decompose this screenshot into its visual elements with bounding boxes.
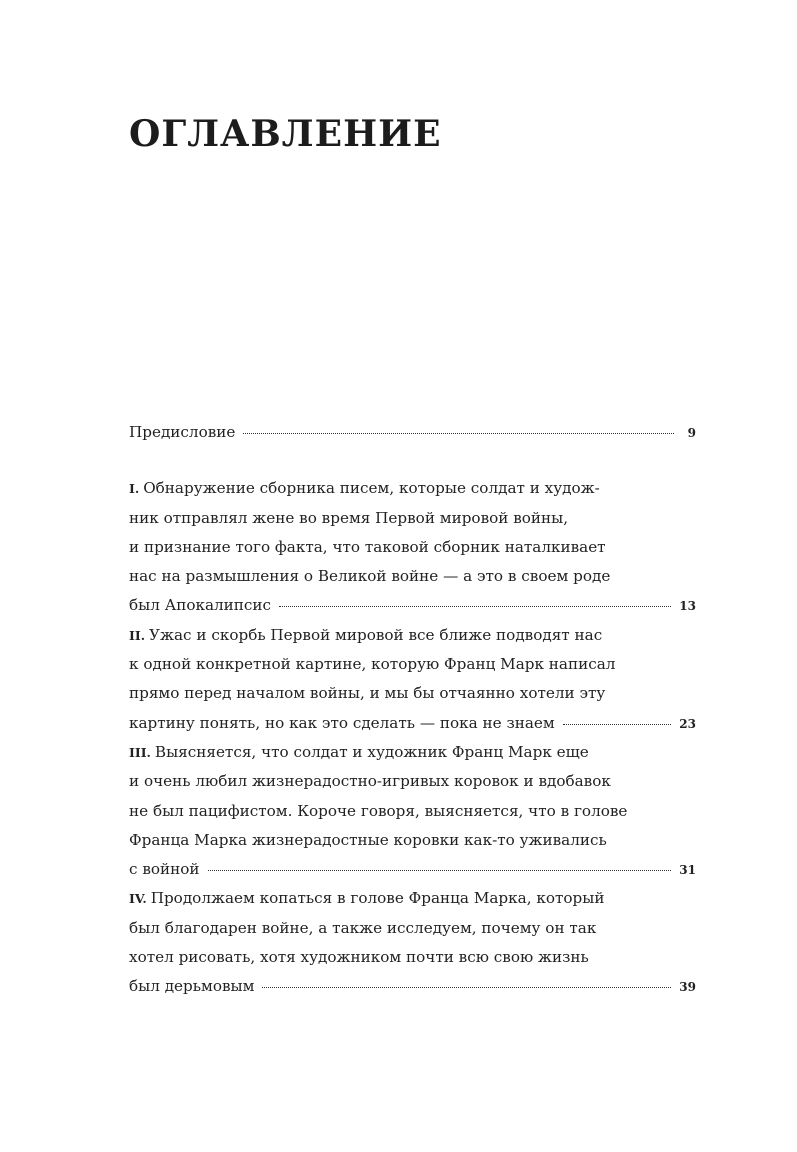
toc-entry-chapter-1[interactable] (129, 474, 696, 620)
chapter-numeral: IV. (129, 891, 147, 907)
page-title: ОГЛАВЛЕНИЕ (129, 113, 442, 155)
toc-entry-text: Ужас и скорбь Первой мировой все ближе подводят нас (149, 625, 603, 644)
toc-entry-line (129, 679, 696, 708)
toc-entry-text: прямо перед началом войны, и мы бы отчаянно хотели эту (129, 684, 606, 703)
toc-entry-chapter-3[interactable] (129, 738, 696, 884)
toc-entry-text: и признание того факта, что таковой сборник наталкивает (129, 537, 606, 556)
toc-entry-text: был дерьмовым (129, 977, 255, 996)
toc-entry-line (129, 591, 696, 620)
toc-entry-chapter-2[interactable] (129, 621, 696, 738)
dot-leader (279, 606, 671, 607)
toc-page-number: 31 (679, 863, 696, 878)
toc-entry-line (129, 621, 696, 650)
toc-entry-preface[interactable] (129, 418, 696, 447)
toc-entry-line (129, 826, 696, 855)
toc-entry-line (129, 797, 696, 826)
toc-page-number: 23 (679, 716, 696, 731)
toc-entry-text: картину понять, но как это сделать — пока не знаем (129, 713, 555, 732)
toc-entry-text: нас на размышления о Великой войне — а это в своем роде (129, 567, 611, 586)
toc-entry-line (129, 709, 696, 738)
toc-entry-line (129, 972, 696, 1001)
toc-entry-text: не был пацифистом. Короче говоря, выясняется, что в голове (129, 801, 628, 820)
toc-entry-text: с войной (129, 860, 200, 879)
toc-entry-text: хотел рисовать, хотя художником почти всю свою жизнь (129, 948, 589, 967)
toc-entry-line (129, 767, 696, 796)
toc-entry-line (129, 943, 696, 972)
toc-entry-text: был Апокалипсис (129, 596, 272, 615)
toc-entry-label: Предисловие (129, 423, 236, 441)
toc-entry-text: и очень любил жизнерадостно-игривых коровок и вдобавок (129, 772, 611, 791)
toc-entry-line (129, 562, 696, 591)
toc-entry-line (129, 650, 696, 679)
toc-entry-text: был благодарен войне, а также исследуем, почему он так (129, 918, 597, 937)
chapter-numeral: III. (129, 744, 151, 760)
toc-entry-chapter-4[interactable] (129, 884, 696, 1001)
toc-entry-text: ник отправлял жене во время Первой мировой войны, (129, 508, 569, 527)
dot-leader (563, 724, 672, 725)
dot-leader (208, 870, 672, 871)
chapter-numeral: II. (129, 627, 146, 643)
chapter-numeral: I. (129, 481, 140, 497)
toc-entry-line (129, 738, 696, 767)
toc-entry-text: Франца Марка жизнерадостные коровки как-то уживались (129, 830, 607, 849)
toc-page-number: 9 (687, 426, 696, 440)
table-of-contents (129, 418, 696, 1002)
toc-entry-text: Выясняется, что солдат и художник Франц Марк еще (154, 742, 589, 761)
toc-entry-line (129, 533, 696, 562)
toc-entry-text: Обнаружение сборника писем, которые солдат и худож- (143, 479, 600, 498)
toc-page-number: 39 (679, 980, 696, 995)
toc-page-number: 13 (679, 599, 696, 614)
dot-leader (262, 987, 671, 988)
toc-entry-line (129, 914, 696, 943)
toc-entry-line (129, 884, 696, 913)
toc-entry-text: к одной конкретной картине, которую Франц Марк написал (129, 655, 616, 674)
toc-entry-text: Продолжаем копаться в голове Франца Марка, который (150, 889, 605, 908)
dot-leader (243, 433, 674, 434)
toc-entry-line (129, 855, 696, 884)
toc-entry-line (129, 504, 696, 533)
toc-entry-line (129, 474, 696, 503)
